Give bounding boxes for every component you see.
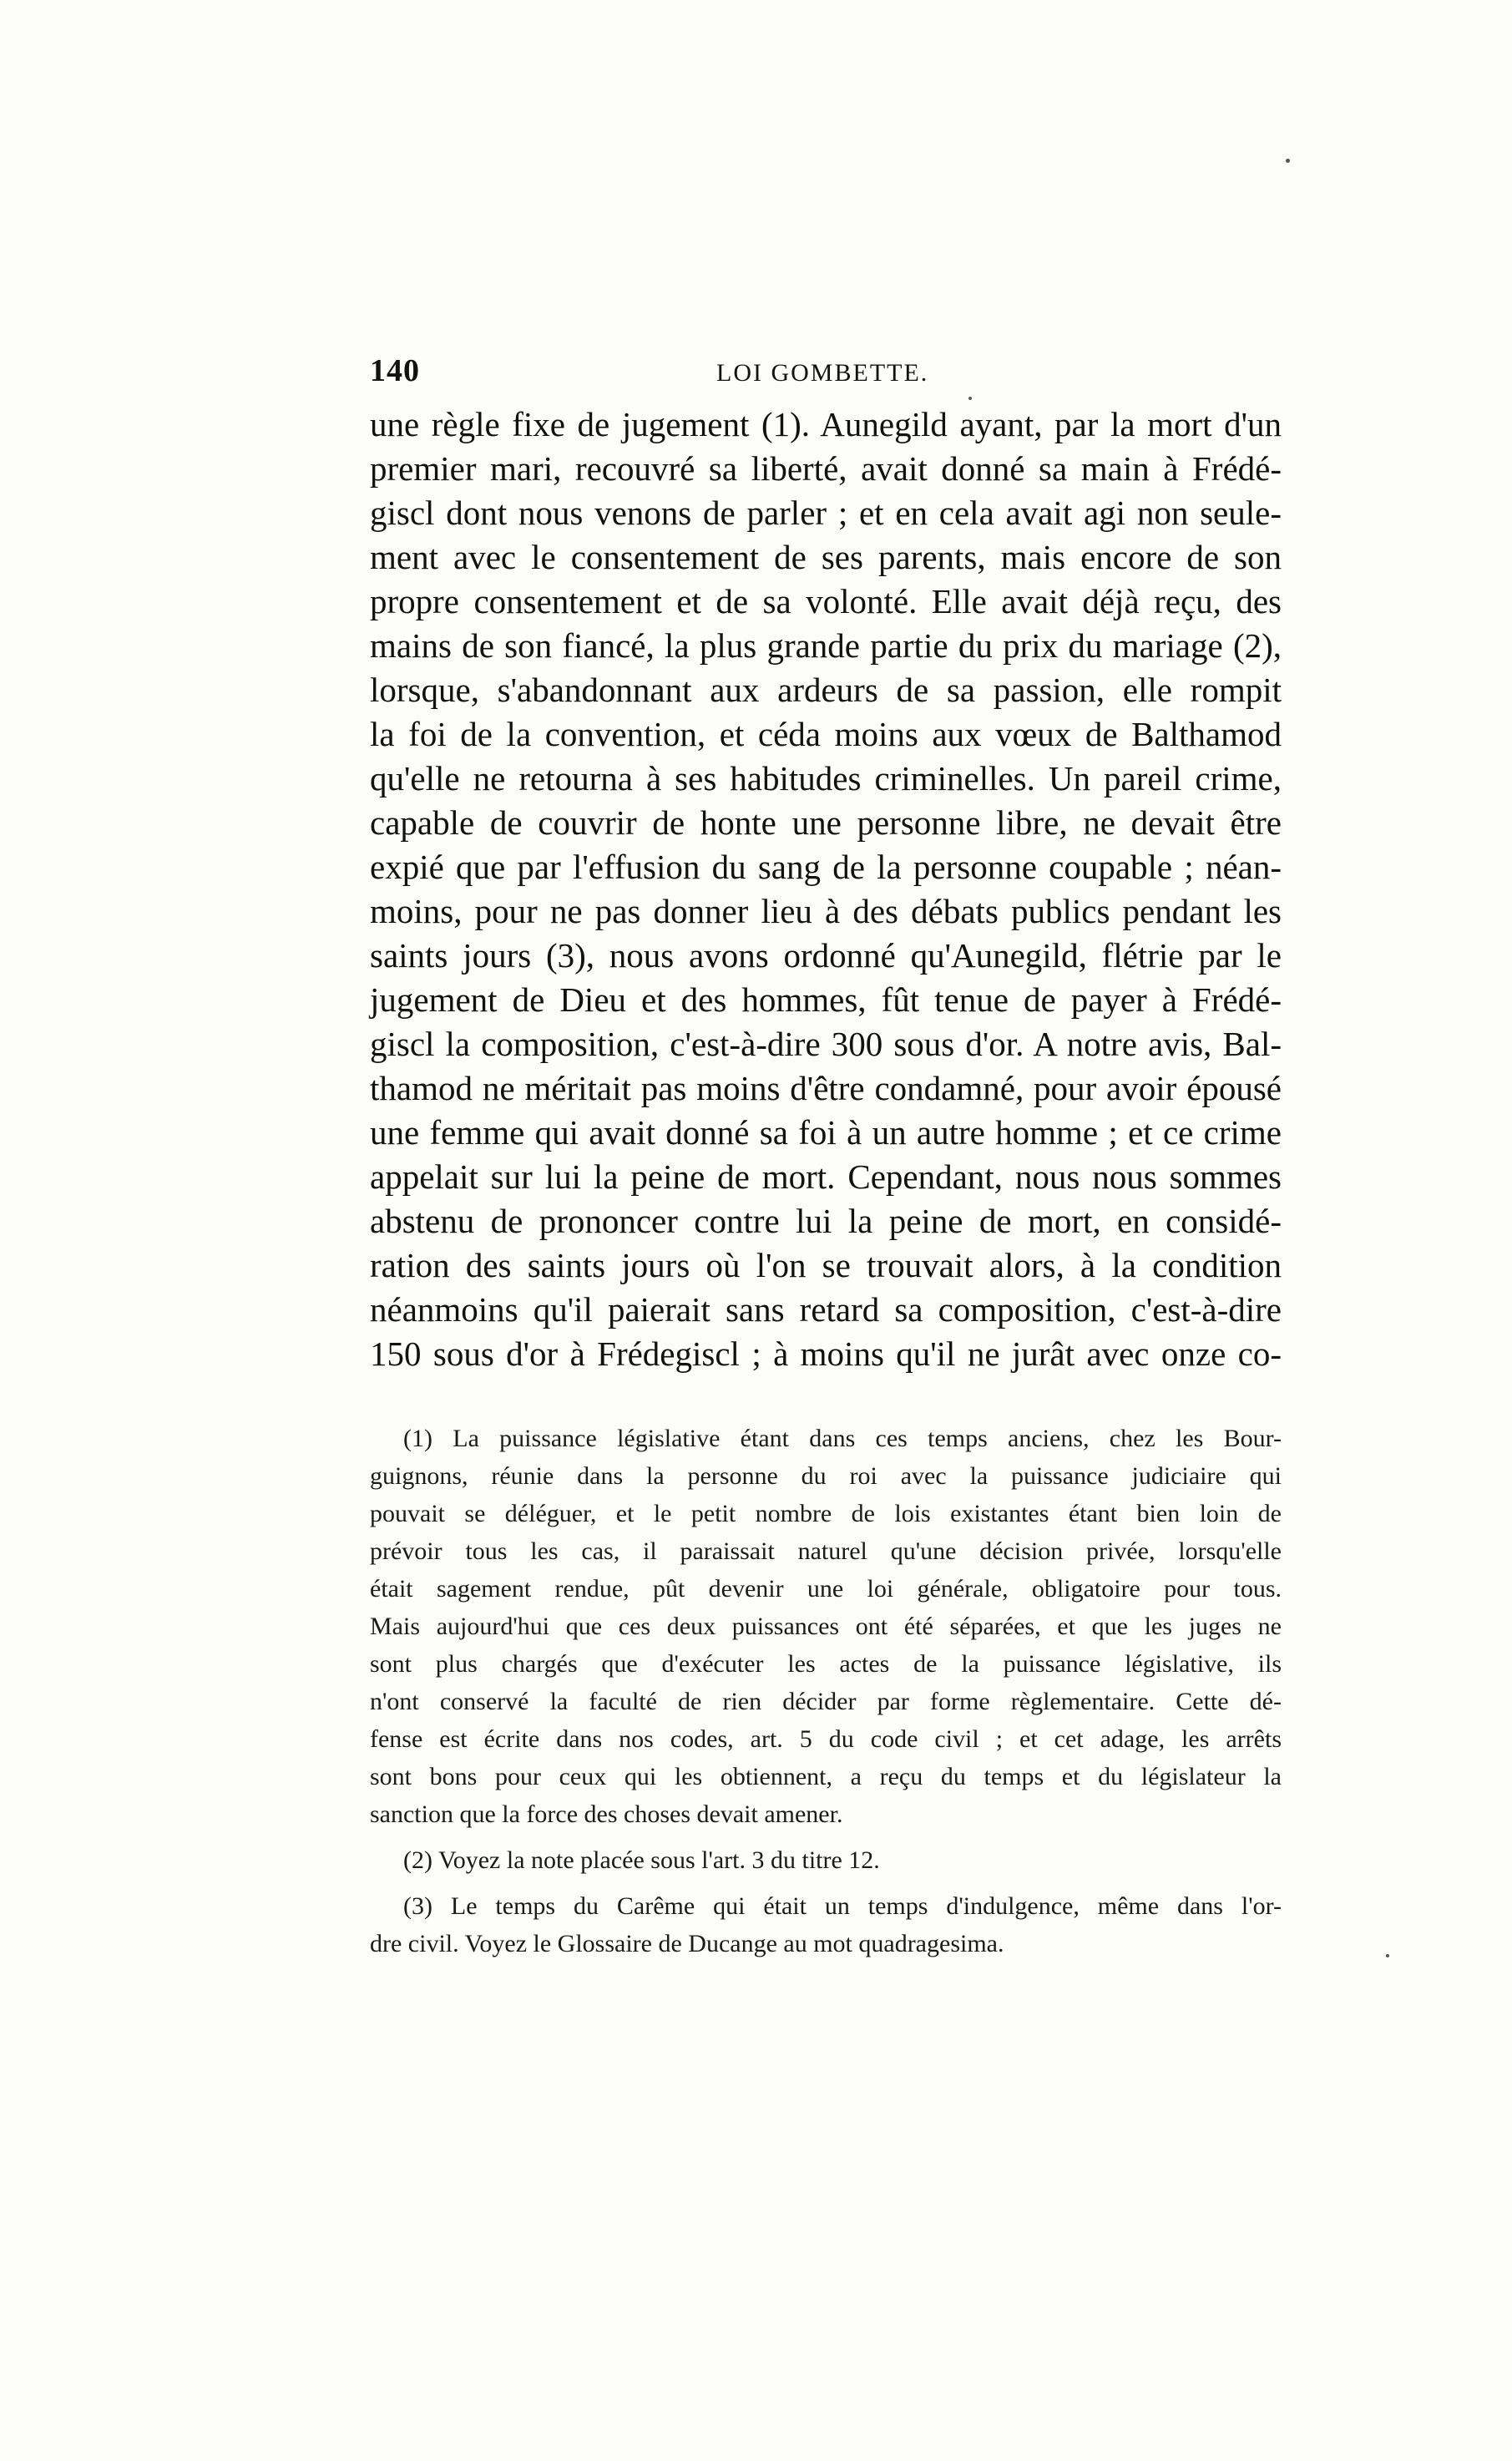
footnote-3 <box>370 1887 1282 1962</box>
paper-speck <box>1386 1954 1389 1957</box>
footnote-line: sanction que la force des choses devait amener. <box>370 1800 843 1828</box>
text-line: capable de couvrir de honte une personne libre, ne devait être <box>370 803 1282 842</box>
footnote-2 <box>370 1841 1282 1879</box>
footnote-line: n'ont conservé la faculté de rien décider par forme règlementaire. Cette dé- <box>370 1688 1282 1715</box>
text-line: la foi de la convention, et céda moins aux vœux de Balthamod <box>370 715 1282 753</box>
text-line: premier mari, recouvré sa liberté, avait donné sa main à Frédé- <box>370 449 1282 488</box>
footnote-line: (3) Le temps du Carême qui était un temps d'indulgence, même dans l'or- <box>403 1892 1282 1920</box>
text-line: saints jours (3), nous avons ordonné qu'Aunegild, flétrie par le <box>370 936 1282 975</box>
footnote-line: pouvait se déléguer, et le petit nombre de lois existantes étant bien loin de <box>370 1500 1282 1527</box>
footnote-line: sont plus chargés que d'exécuter les actes de la puissance législative, ils <box>370 1650 1282 1678</box>
text-line: giscl la composition, c'est-à-dire 300 sous d'or. A notre avis, Bal- <box>370 1025 1282 1063</box>
page-header <box>370 352 1282 403</box>
footnote-line: dre civil. Voyez le Glossaire de Ducange au mot quadragesima. <box>370 1930 1004 1957</box>
text-line: giscl dont nous venons de parler ; et en cela avait agi non seule- <box>370 494 1282 532</box>
footnote-line: Mais aujourd'hui que ces deux puissances ont été séparées, et que les juges ne <box>370 1613 1282 1640</box>
page-number: 140 <box>370 353 420 388</box>
text-line: une règle fixe de jugement (1). Aunegild ayant, par la mort d'un <box>370 405 1282 443</box>
footnote-line: fense est écrite dans nos codes, art. 5 du code civil ; et cet adage, les arrêts <box>370 1725 1282 1753</box>
footnotes <box>370 1420 1282 1971</box>
text-line: lorsque, s'abandonnant aux ardeurs de sa passion, elle rompit <box>370 671 1282 709</box>
text-line: 150 sous d'or à Frédegiscl ; à moins qu'il ne jurât avec onze co- <box>370 1334 1282 1373</box>
text-line: propre consentement et de sa volonté. Elle avait déjà reçu, des <box>370 582 1282 620</box>
text-line: thamod ne méritait pas moins d'être condamné, pour avoir épousé <box>370 1069 1282 1107</box>
footnote-line: était sagement rendue, pût devenir une loi générale, obligatoire pour tous. <box>370 1575 1282 1603</box>
body-text <box>370 403 1282 1376</box>
text-line: moins, pour ne pas donner lieu à des débats publics pendant les <box>370 892 1282 930</box>
text-line: expié que par l'effusion du sang de la personne coupable ; néan- <box>370 848 1282 886</box>
footnote-1 <box>370 1420 1282 1833</box>
footnote-line: prévoir tous les cas, il paraissait naturel qu'une décision privée, lorsqu'elle <box>370 1537 1282 1565</box>
paper-speck <box>1286 159 1290 163</box>
text-line: ration des saints jours où l'on se trouvait alors, à la condition <box>370 1246 1282 1284</box>
text-line: abstenu de prononcer contre lui la peine de mort, en considé- <box>370 1202 1282 1240</box>
footnote-line: (1) La puissance législative étant dans ces temps anciens, chez les Bour- <box>403 1425 1282 1452</box>
footnote-line: (2) Voyez la note placée sous l'art. 3 du titre 12. <box>403 1846 880 1874</box>
running-title: LOI GOMBETTE. <box>716 359 929 387</box>
text-line: mains de son fiancé, la plus grande partie du prix du mariage (2), <box>370 626 1282 665</box>
text-line: néanmoins qu'il paierait sans retard sa composition, c'est-à-dire <box>370 1290 1282 1329</box>
text-line: une femme qui avait donné sa foi à un autre homme ; et ce crime <box>370 1113 1282 1152</box>
footnote-line: guignons, réunie dans la personne du roi avec la puissance judiciaire qui <box>370 1462 1282 1490</box>
text-line: qu'elle ne retourna à ses habitudes criminelles. Un pareil crime, <box>370 759 1282 798</box>
text-line: ment avec le consentement de ses parents, mais encore de son <box>370 538 1282 576</box>
footnote-line: sont bons pour ceux qui les obtiennent, a reçu du temps et du législateur la <box>370 1763 1282 1790</box>
text-line: appelait sur lui la peine de mort. Cependant, nous nous sommes <box>370 1157 1282 1196</box>
text-line: jugement de Dieu et des hommes, fût tenue de payer à Frédé- <box>370 980 1282 1019</box>
